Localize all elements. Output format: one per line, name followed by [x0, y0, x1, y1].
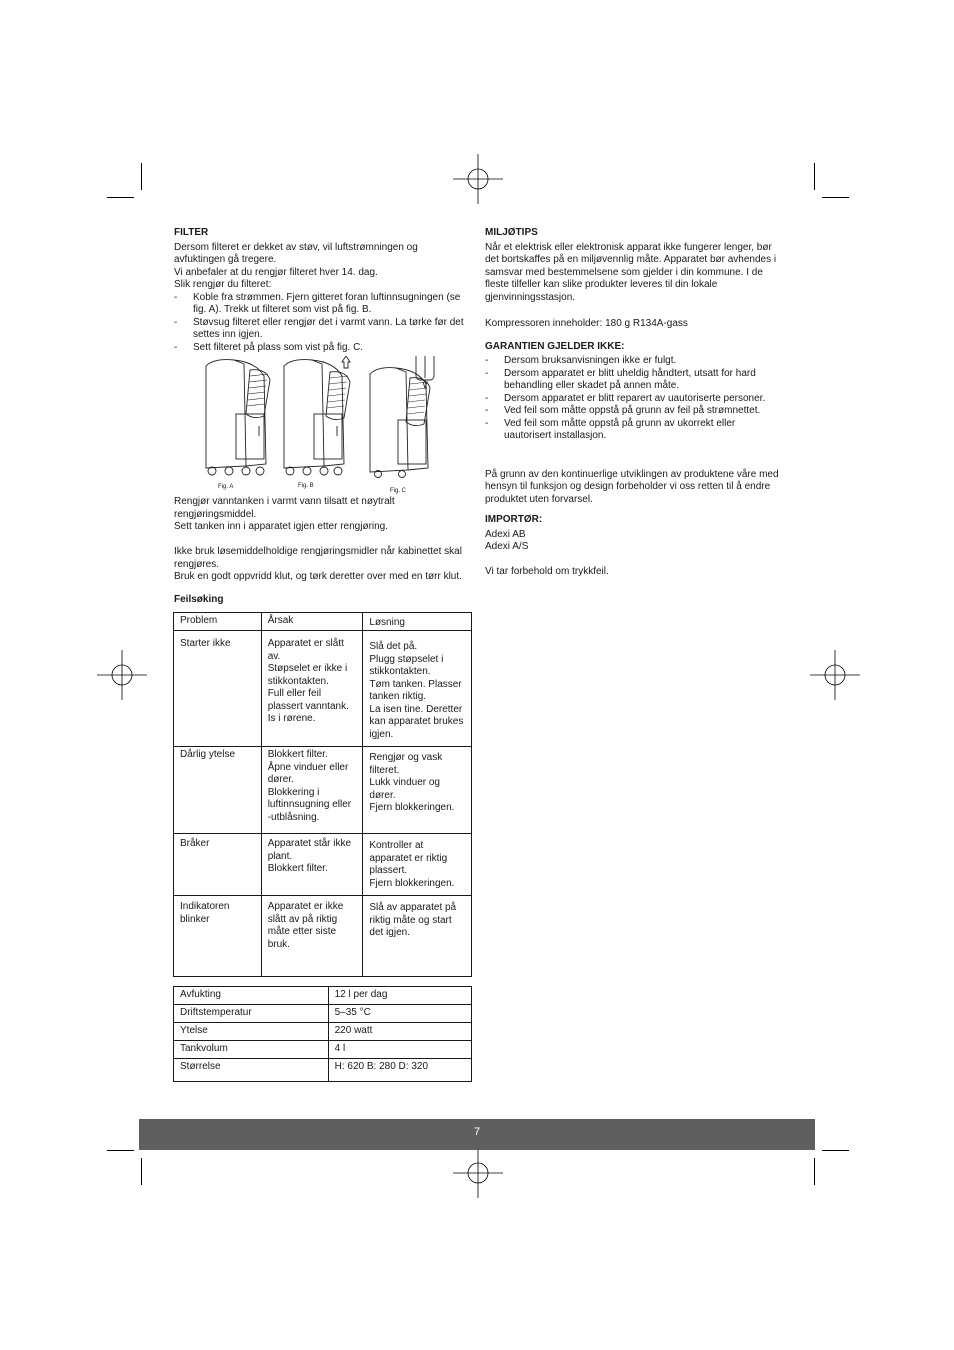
spec-label: Driftstemperatur	[174, 1005, 329, 1023]
table-row	[174, 896, 472, 977]
table-row	[174, 834, 472, 896]
warranty-item: - Dersom apparatet er blitt reparert av uautoriserte personer.	[485, 393, 785, 406]
importer-line: Adexi A/S	[485, 541, 529, 552]
registration-mark	[453, 154, 503, 204]
solution-cell: Slå det på. Plugg støpselet i stikkontakten. Tøm tanken. Plasser tanken riktig. La isen tine. Deretter kan apparatet brukes igjen.	[363, 631, 472, 747]
problem-cell: Dårlig ytelse	[174, 747, 262, 834]
registration-mark	[97, 650, 147, 700]
tank-paragraph: Sett tanken inn i apparatet igjen etter rengjøring.	[174, 521, 389, 532]
filter-figures	[174, 356, 464, 496]
troubleshooting-table	[173, 612, 472, 977]
column-header: Løsning	[363, 613, 472, 631]
compressor-note: Kompressoren inneholder: 180 g R134A-gass	[485, 318, 688, 329]
warranty-item: - Ved feil som måtte oppstå på grunn av feil på strømnettet.	[485, 405, 785, 418]
crop-mark	[107, 1150, 134, 1151]
warranty-item: - Ved feil som måtte oppstå på grunn av ukorrekt eller uautorisert installasjon.	[485, 418, 785, 443]
spec-label: Tankvolum	[174, 1041, 329, 1059]
crop-mark	[141, 1158, 142, 1185]
print-note: Vi tar forbehold om trykkfeil.	[485, 565, 609, 577]
solution-cell: Kontroller at apparatet er riktig plassert. Fjern blokkeringen.	[363, 834, 472, 896]
spec-label: Ytelse	[174, 1023, 329, 1041]
figure-label: Fig. B	[298, 483, 314, 489]
filter-paragraph: Dersom filteret er dekket av støv, vil luftstrømningen og avfuktingen gå tregere.	[174, 241, 418, 265]
problem-cell: Bråker	[174, 834, 262, 896]
spec-label: Størrelse	[174, 1059, 329, 1082]
cause-cell: Apparatet er slått av. Støpselet er ikke i stikkontakten. Full eller feil plassert vanntank. Is i rørene.	[261, 631, 363, 747]
tank-paragraph: Rengjør vanntanken i varmt vann tilsatt et nøytralt rengjøringsmiddel.	[174, 496, 395, 520]
crop-mark	[107, 197, 134, 198]
spec-label: Avfukting	[174, 987, 329, 1005]
warranty-item: - Dersom bruksanvisningen ikke er fulgt.	[485, 355, 785, 368]
crop-mark	[141, 163, 142, 190]
crop-mark	[822, 197, 849, 198]
figure-label: Fig. C	[390, 488, 407, 494]
spec-value: 220 watt	[328, 1023, 471, 1041]
problem-cell: Starter ikke	[174, 631, 262, 747]
crop-mark	[814, 1158, 815, 1185]
table-row	[174, 1023, 472, 1041]
environment-paragraph: Når et elektrisk eller elektronisk apparat ikke fungerer lenger, bør det bortskaffes på en miljøvennlig måte. Apparatet bør avhendes i samsvar med bestemmelsene som gjelder i din kommune. I de fleste tilfeller kan slike produkter leveres til din lokale gjenvinningsstasjon.	[485, 241, 777, 303]
spec-value: H: 620 B: 280 D: 320	[328, 1059, 471, 1082]
importer-heading: IMPORTØR:	[485, 514, 543, 525]
filter-step: - Sett filteret på plass som vist på fig. C.	[174, 342, 464, 355]
right-column	[485, 227, 785, 578]
environment-heading: MILJØTIPS	[485, 227, 538, 238]
disclaimer-paragraph: På grunn av den kontinuerlige utviklingen av produktene våre med hensyn til funksjon og design forbeholder vi oss retten til å endre produktet uten forvarsel.	[485, 468, 779, 505]
table-row	[174, 987, 472, 1005]
cause-cell: Apparatet står ikke plant. Blokkert filter.	[261, 834, 363, 896]
filter-step: - Støvsug filteret eller rengjør det i varmt vann. La tørke før det settes inn igjen.	[174, 317, 464, 342]
warranty-item: - Dersom apparatet er blitt uheldig håndtert, utsatt for hard behandling eller skadet på annen måte.	[485, 368, 785, 393]
table-row	[174, 1041, 472, 1059]
figure-label: Fig. A	[218, 484, 234, 490]
spec-value: 4 l	[328, 1041, 471, 1059]
problem-cell: Indikatoren blinker	[174, 896, 262, 977]
crop-mark	[814, 163, 815, 190]
troubleshooting-heading: Feilsøking	[174, 593, 224, 605]
spec-value: 5–35 °C	[328, 1005, 471, 1023]
page-number: 7	[473, 1126, 481, 1138]
column-header: Problem	[174, 613, 262, 631]
warranty-heading: GARANTIEN GJELDER IKKE:	[485, 340, 625, 352]
cleaning-paragraph: Bruk en godt oppvridd klut, og tørk deretter over med en tørr klut.	[174, 571, 462, 582]
left-column	[174, 227, 464, 609]
filter-step: - Koble fra strømmen. Fjern gitteret foran luftinnsugningen (se fig. A). Trekk ut filteret som vist på fig. B.	[174, 292, 464, 317]
solution-cell: Slå av apparatet på riktig måte og start det igjen.	[363, 896, 472, 977]
registration-mark	[810, 650, 860, 700]
table-header-row	[174, 613, 472, 631]
table-row	[174, 631, 472, 747]
cause-cell: Apparatet er ikke slått av på riktig måte etter siste bruk.	[261, 896, 363, 977]
filter-heading: FILTER	[174, 227, 209, 238]
column-header: Årsak	[261, 613, 363, 631]
cause-cell: Blokkert filter. Åpne vinduer eller dører. Blokkering i luftinnsugning eller -utblåsning.	[261, 747, 363, 834]
solution-cell: Rengjør og vask filteret. Lukk vinduer og dører. Fjern blokkeringen.	[363, 747, 472, 834]
table-row	[174, 1059, 472, 1082]
dehumidifier-illustration	[174, 356, 464, 496]
specifications-table	[173, 986, 472, 1082]
crop-mark	[822, 1150, 849, 1151]
table-row	[174, 747, 472, 834]
spec-value: 12 l per dag	[328, 987, 471, 1005]
table-row	[174, 1005, 472, 1023]
registration-mark	[453, 1148, 503, 1198]
cleaning-paragraph: Ikke bruk løsemiddelholdige rengjøringsmidler når kabinettet skal rengjøres.	[174, 546, 462, 570]
filter-paragraph: Slik rengjør du filteret:	[174, 279, 272, 290]
importer-line: Adexi AB	[485, 528, 526, 540]
filter-paragraph: Vi anbefaler at du rengjør filteret hver 14. dag.	[174, 266, 378, 278]
page-footer-bar	[139, 1119, 815, 1150]
